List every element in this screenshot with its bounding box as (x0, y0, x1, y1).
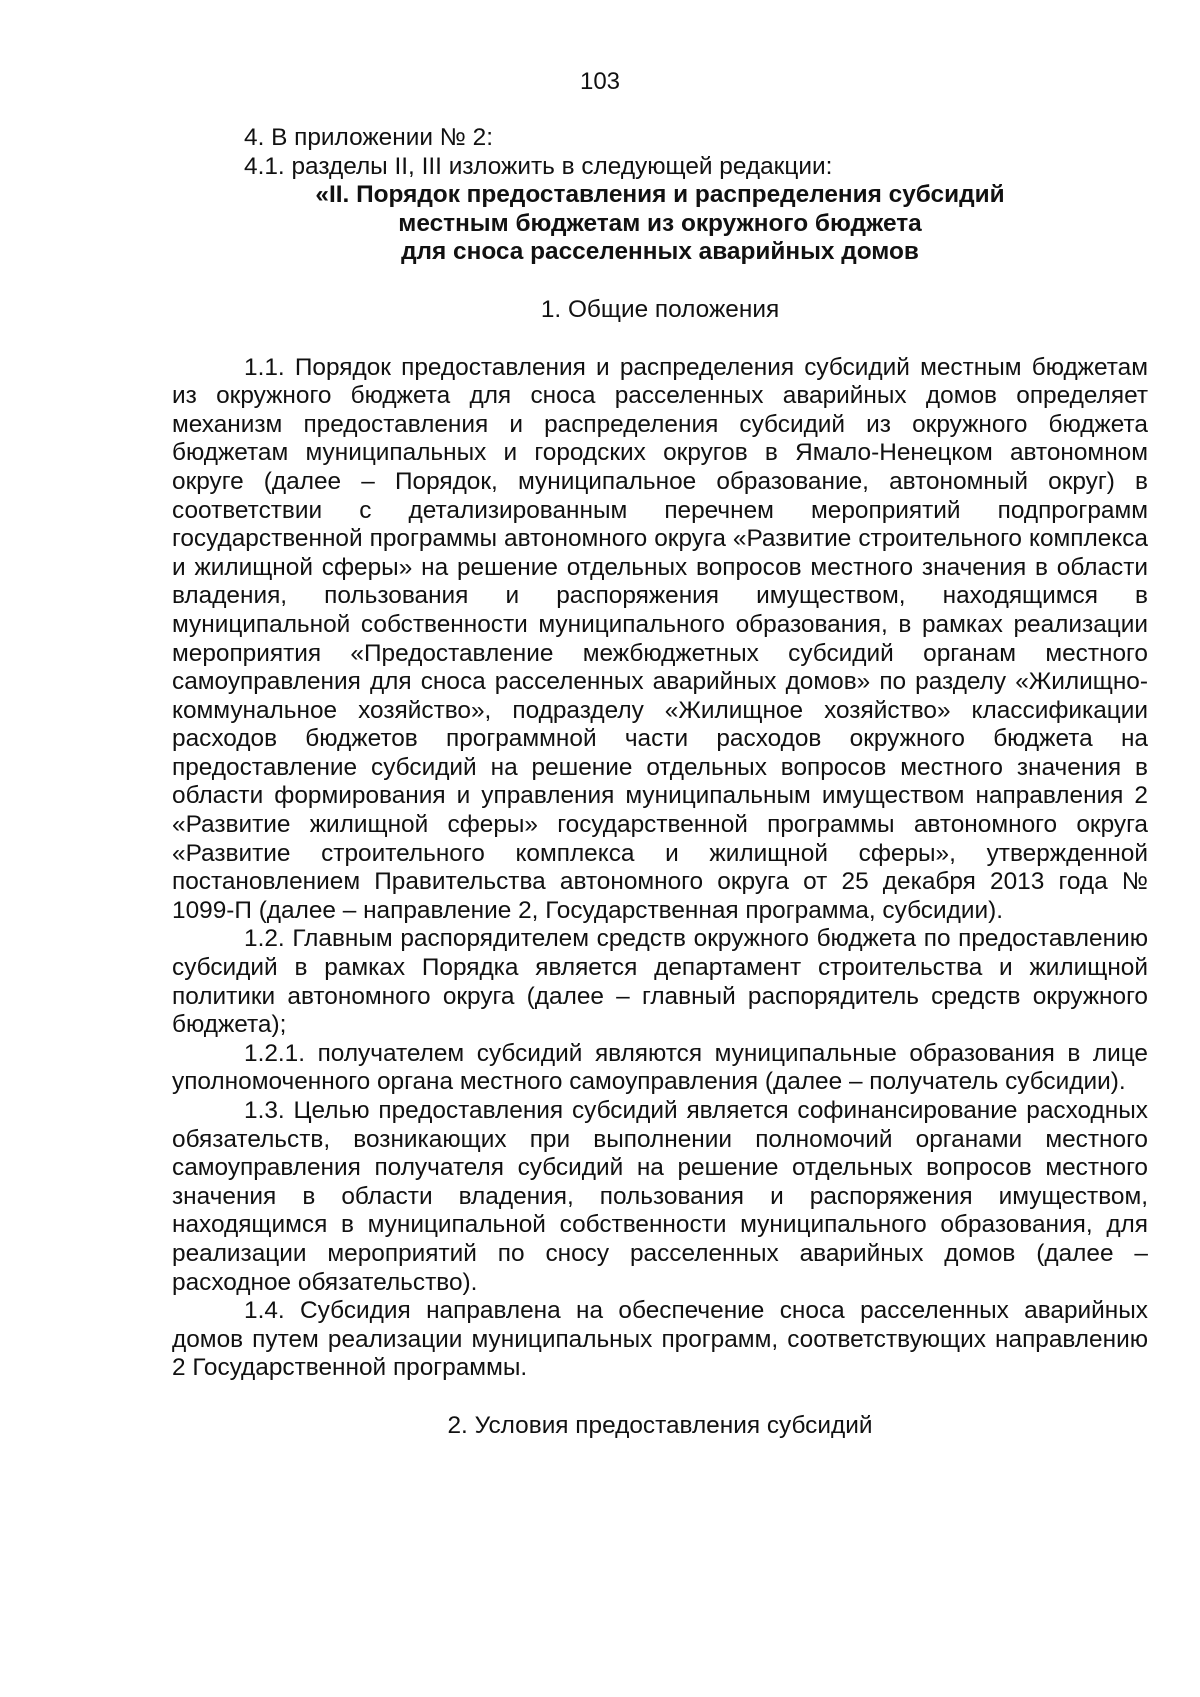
section-2-title: 2. Условия предоставления субсидий (447, 1411, 873, 1439)
heading-line-2: местным бюджетам из окружного бюджета (398, 209, 922, 237)
section-1-title: 1. Общие положения (540, 295, 780, 323)
heading-line-3: для сноса расселенных аварийных домов (401, 238, 919, 266)
paragraph-1-2: 1.2. Главным распорядителем средств окружного бюджета по предоставлению субсидий в рамках Порядка является департамент строительства и жилищной политики автономного округа (далее – главный распорядитель средств окружного бюджета); (172, 925, 1148, 1039)
paragraph-1-1: 1.1. Порядок предоставления и распределения субсидий местным бюджетам из окружного бюджета для сноса расселенных аварийных домов определяет механизм предоставления и распределения субсидий из окружного бюджета бюджетам муниципальных и городских округов в Ямало-Ненецком автономном округе (далее – Порядок, муниципальное образование, автономный округ) в соответствии с детализированным перечнем мероприятий подпрограмм государственной программы автономного округа «Развитие строительного комплекса и жилищной сферы» на решение отдельных вопросов местного значения в области владения, пользования и распоряжения имуществом, находящимся в муниципальной собственности муниципального образования, в рамках реализации мероприятия «Предоставление межбюджетных субсидий органам местного самоуправления для сноса расселенных аварийных домов» по разделу «Жилищно-коммунальное хозяйство», подразделу «Жилищное хозяйство» классификации расходов бюджетов программной части расходов окружного бюджета на предоставление субсидий на решение отдельных вопросов местного значения в области формирования и управления муниципальным имуществом направления 2 «Развитие жилищной сферы» государственной программы автономного округа «Развитие строительного комплекса и жилищной сферы», утвержденной постановлением Правительства автономного округа от 25 декабря 2013 года № 1099-П (далее – направление 2, Государственная программа, субсидии). (172, 353, 1148, 924)
section-heading (172, 181, 1148, 267)
intro-line-2: 4.1. разделы II, III изложить в следующей редакции: (244, 152, 833, 180)
page-number: 103 (579, 68, 621, 95)
intro-line-1: 4. В приложении № 2: (244, 124, 494, 151)
paragraph-1-2-1: 1.2.1. получателем субсидий являются муниципальные образования в лице уполномоченного органа местного самоуправления (далее – получатель субсидии). (172, 1039, 1148, 1096)
document-body (172, 124, 1148, 1441)
paragraph-1-3: 1.3. Целью предоставления субсидий является софинансирование расходных обязательств, возникающих при выполнении полномочий органами местного самоуправления получателя субсидий на решение отдельных вопросов местного значения в области владения, пользования и распоряжения имуществом, находящимся в муниципальной собственности муниципального образования, для реализации мероприятий по сносу расселенных аварийных домов (далее – расходное обязательство). (172, 1097, 1148, 1296)
paragraph-1-4: 1.4. Субсидия направлена на обеспечение сноса расселенных аварийных домов путем реализации муниципальных программ, соответствующих направлению 2 Государственной программы. (172, 1297, 1148, 1382)
heading-line-1: «II. Порядок предоставления и распределения субсидий (315, 181, 1005, 209)
